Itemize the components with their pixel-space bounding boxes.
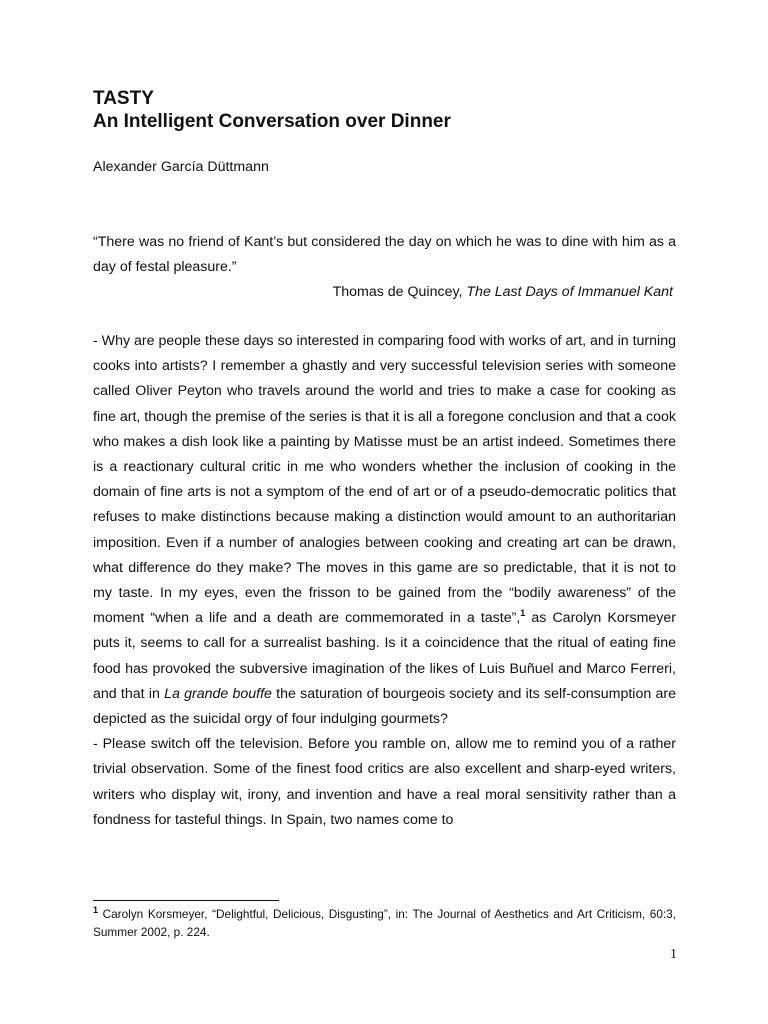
footnote-number: 1 — [93, 905, 99, 915]
paragraph-1-part-1: - Why are people these days so interested in comparing food with works of art, and in turning cooks into artists? I remember a ghastly and very successful television series with someone called Oliver Peyton who travels around the world and tries to make a case for cooking as fine art, though the premise of the series is that it is all a foregone conclusion and that a cook who makes a dish look like a painting by Matisse must be an artist indeed. Sometimes there is a reactionary cultural critic in me who wonders whether the inclusion of cooking in the domain of fine arts is not a symptom of the end of art or of a pseudo-democratic politics that refuses to make distinctions because making a distinction would amount to an authoritarian imposition. Even if a number of analogies between cooking and creating art can be drawn, what difference do they make? The moves in this game are so predictable, that it is not to my taste. In my eyes, even the frisson to be gained from the “bodily awareness” of the moment “when a life and a death are commemorated in a taste”, — [93, 333, 676, 627]
footnote — [93, 905, 676, 941]
page-number: 1 — [670, 947, 677, 962]
footnote-divider — [93, 900, 279, 901]
paragraph-2: - Please switch off the television. Before you ramble on, allow me to remind you of a rather trivial observation. Some of the finest food critics are also excellent and sharp-eyed writers, writers who display wit, irony, and invention and have a real moral sensitivity rather than a fondness for tasteful things. In Spain, two names come to — [93, 736, 676, 828]
epigraph-quote: “There was no friend of Kant’s but considered the day on which he was to dine with him as a day of festal pleasure.” — [93, 234, 676, 276]
epigraph-attribution-author: Thomas de Quincey, — [332, 284, 467, 300]
epigraph-attribution — [93, 280, 673, 305]
paragraph-1-part-2: as Carolyn Korsmeyer puts it, seems to call for a surrealist bashing. Is it a coincidence that the ritual of eating fine food has provoked the subversive imagination of the likes of Luis Buñuel and Marco Ferreri, and that in — [93, 610, 676, 702]
footnote-text: Carolyn Korsmeyer, “Delightful, Delicious, Disgusting”, in: The Journal of Aesthetics and Art Criticism, 60:3, Summer 2002, p. 224. — [93, 907, 676, 939]
author-name: Alexander García Düttmann — [93, 159, 269, 175]
footnote-reference: 1 — [520, 608, 526, 619]
epigraph-attribution-work: The Last Days of Immanuel Kant — [466, 284, 673, 300]
paragraph-1-part-3: the saturation of bourgeois society and its self-consumption are depicted as the suicidal orgy of four indulging gourmets? — [93, 685, 676, 728]
main-text — [93, 329, 676, 833]
title-block — [93, 87, 693, 133]
film-title: La grande bouffe — [164, 685, 272, 702]
title-line-2: An Intelligent Conversation over Dinner — [93, 111, 451, 132]
title-line-1: TASTY — [93, 88, 154, 109]
paragraph-1 — [93, 329, 676, 732]
